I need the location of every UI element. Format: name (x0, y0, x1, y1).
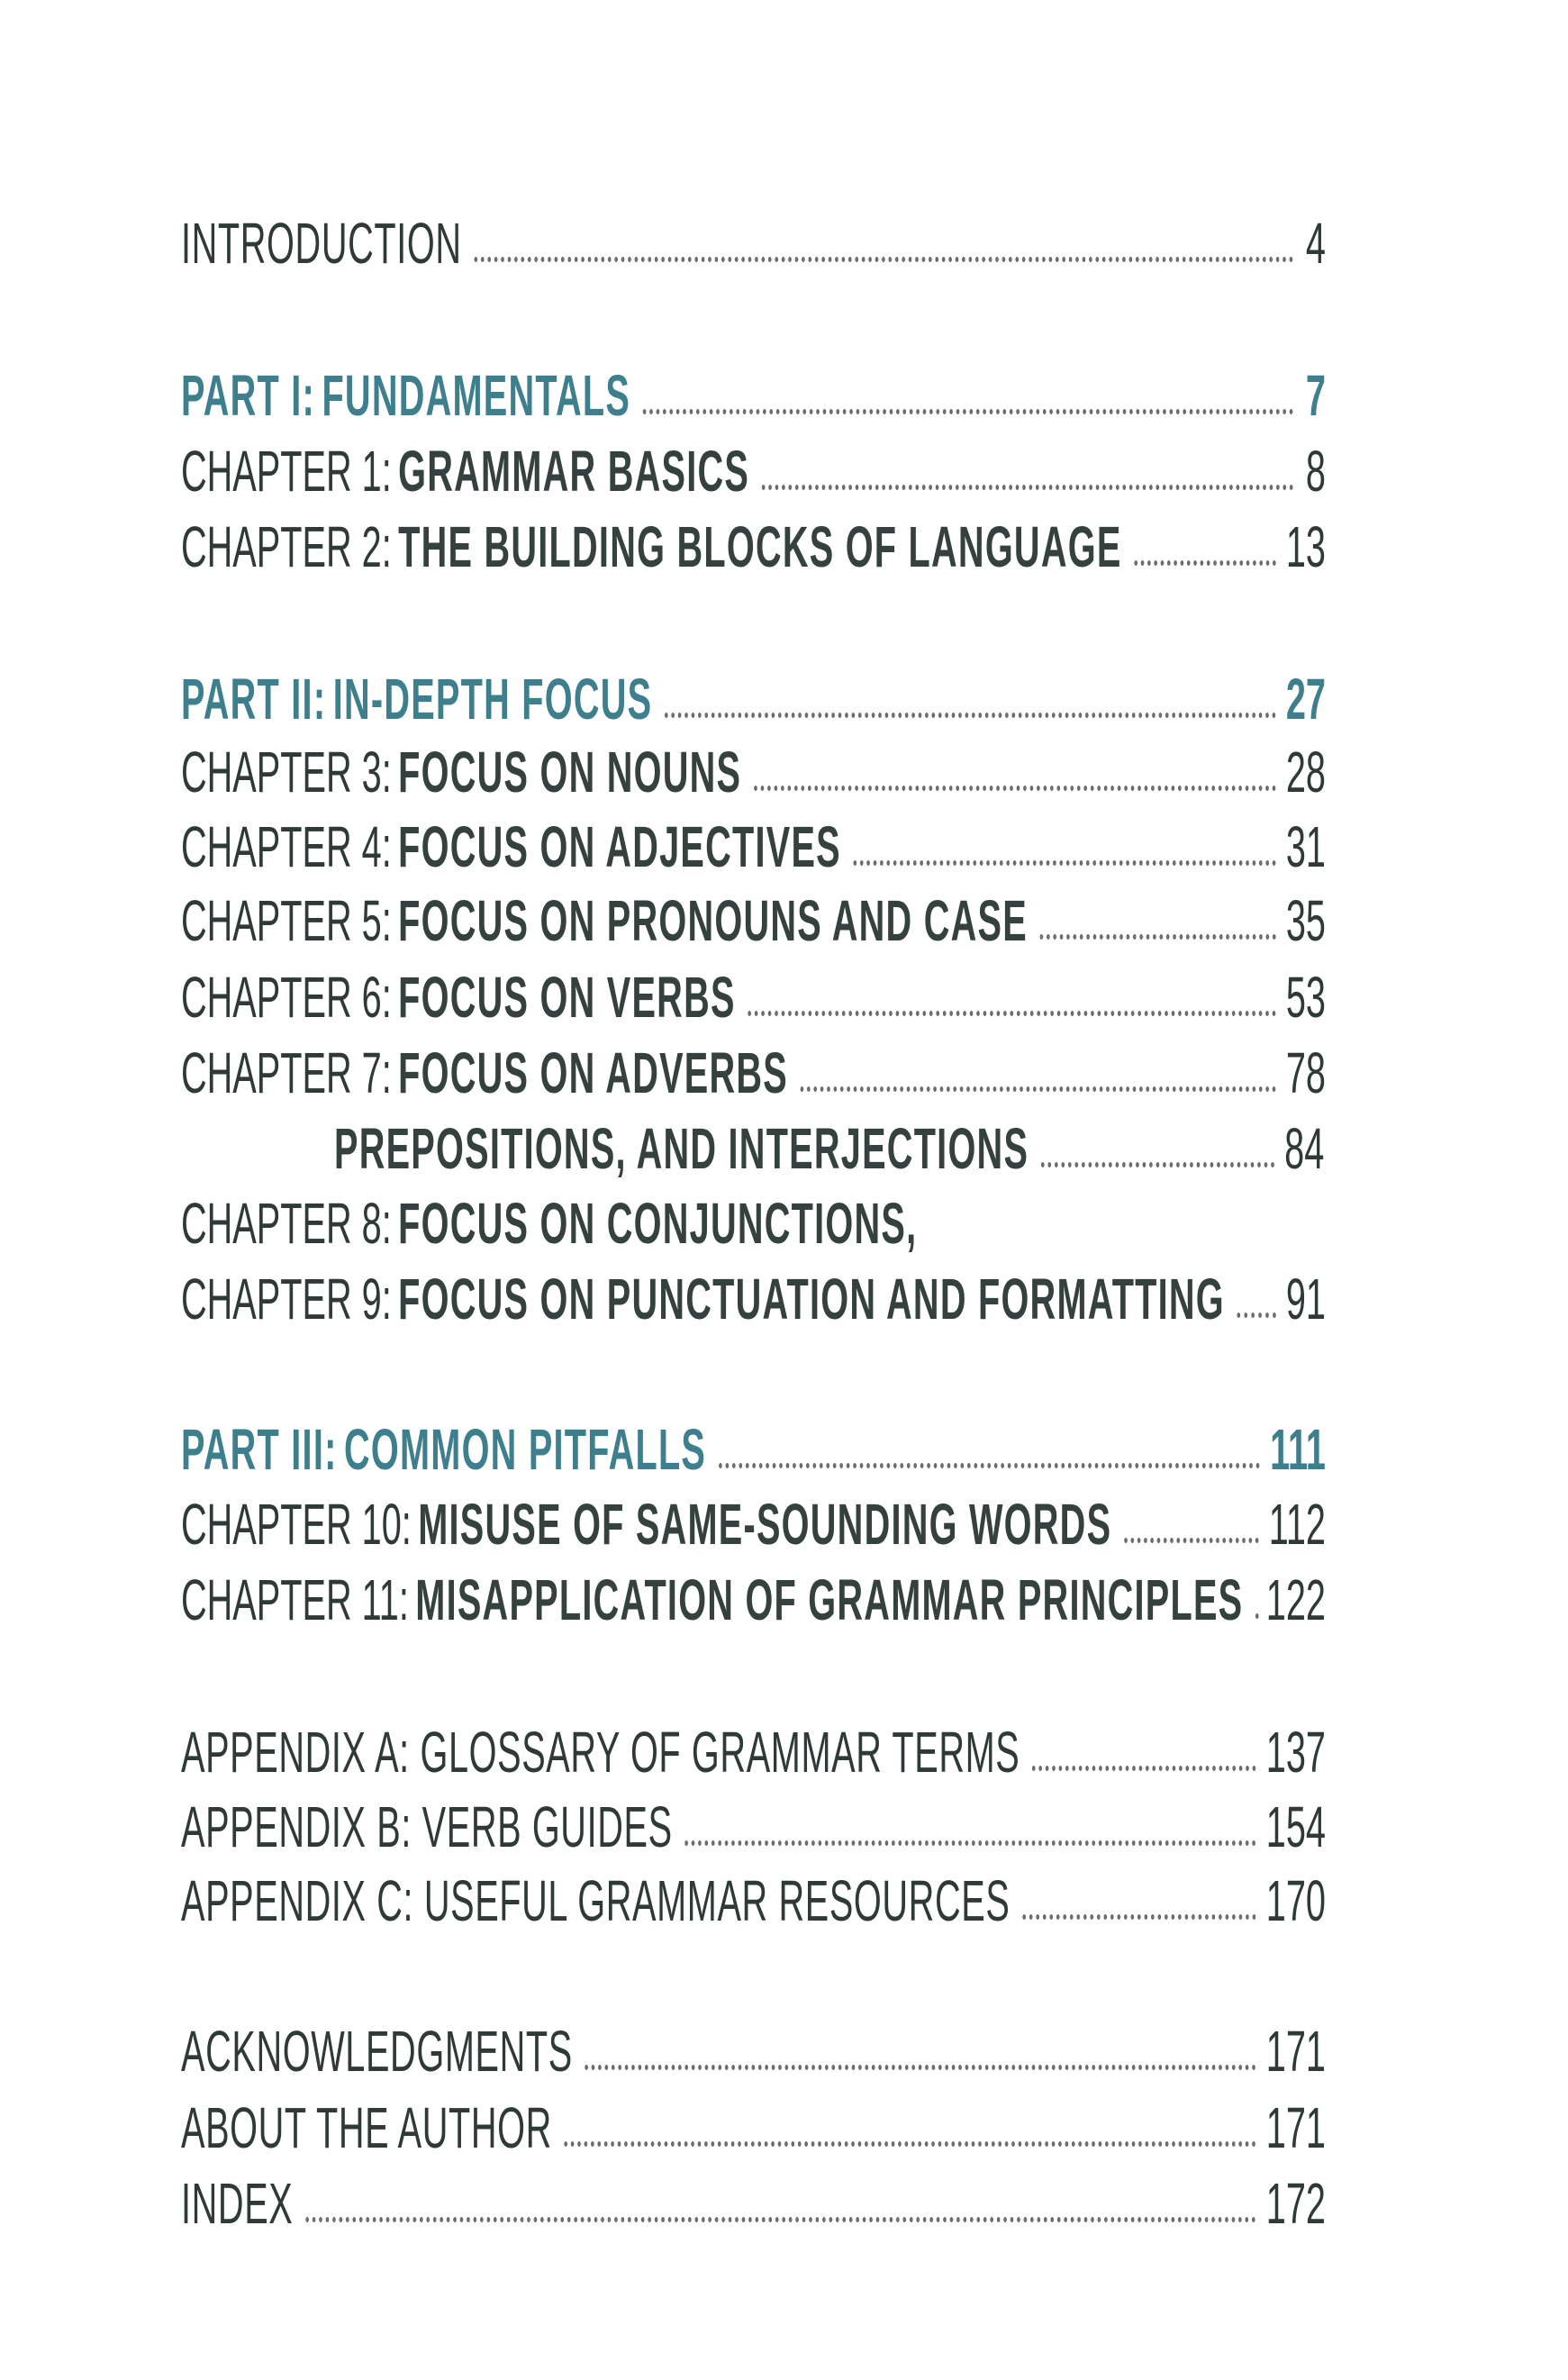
toc-entry-title: GRAMMAR BASICS (398, 439, 750, 504)
dot-leader (1022, 1914, 1256, 1920)
toc-entry[interactable] (181, 1493, 1326, 1556)
toc-entry-title: IN-DEPTH FOCUS (332, 667, 653, 731)
toc-entry[interactable] (181, 2172, 1326, 2235)
toc-entry-prefix: ACKNOWLEDGMENTS (181, 2019, 573, 2084)
toc-page-number: 8 (1305, 439, 1326, 504)
dot-leader (801, 1086, 1276, 1092)
toc-entry[interactable] (181, 1721, 1326, 1784)
toc-page-number: 4 (1305, 211, 1326, 276)
toc-entry-prefix: APPENDIX B: VERB GUIDES (181, 1794, 673, 1859)
toc-entry[interactable] (181, 364, 1326, 427)
toc-entry-continuation[interactable] (334, 1117, 1324, 1180)
toc-entry[interactable] (181, 1192, 1326, 1255)
toc-entry-title: COMMON PITFALLS (343, 1417, 707, 1482)
toc-entry-title: FOCUS ON ADVERBS (398, 1040, 788, 1105)
dot-leader (643, 409, 1293, 414)
toc-page-number: 172 (1265, 2171, 1326, 2236)
dot-leader (853, 860, 1275, 866)
toc-page-number: 170 (1265, 1868, 1326, 1933)
toc-entry-prefix: INTRODUCTION (181, 211, 462, 276)
dot-leader (762, 485, 1293, 490)
toc-entry[interactable] (181, 1795, 1326, 1858)
dot-leader (1124, 1538, 1259, 1543)
dot-leader (684, 1840, 1255, 1846)
toc-page-number: 31 (1285, 814, 1326, 879)
toc-entry-prefix: PART III: (181, 1417, 338, 1482)
toc-entry[interactable] (181, 815, 1326, 878)
toc-entry-prefix: CHAPTER 8: (181, 1191, 392, 1256)
toc-entry-prefix: CHAPTER 5: (181, 888, 392, 953)
dot-leader (1134, 560, 1276, 566)
toc-entry-prefix: CHAPTER 7: (181, 1040, 392, 1105)
toc-page-number: 122 (1265, 1567, 1326, 1632)
toc-entry-title: MISUSE OF SAME-SOUNDING WORDS (418, 1492, 1112, 1557)
toc-entry-prefix: CHAPTER 4: (181, 814, 392, 879)
toc-entry-prefix: APPENDIX A: GLOSSARY OF GRAMMAR TERMS (181, 1720, 1020, 1785)
toc-entry-title: FOCUS ON ADJECTIVES (398, 814, 841, 879)
dot-leader (474, 257, 1293, 262)
toc-entry-title: FOCUS ON PUNCTUATION AND FORMATTING (398, 1267, 1225, 1331)
toc-entry-prefix: INDEX (181, 2171, 294, 2236)
toc-entry-prefix: CHAPTER 2: (181, 514, 392, 579)
dot-leader (1255, 1613, 1256, 1619)
toc-entry-title: FOCUS ON VERBS (398, 965, 736, 1030)
toc-page-number: 111 (1270, 1417, 1326, 1482)
toc-entry[interactable] (181, 1418, 1326, 1481)
toc-entry-title: FOCUS ON NOUNS (398, 740, 742, 804)
toc-entry-prefix: APPENDIX C: USEFUL GRAMMAR RESOURCES (181, 1868, 1011, 1933)
dot-leader (1237, 1313, 1276, 1318)
toc-entry[interactable] (181, 515, 1326, 578)
toc-entry-prefix: PART II: (181, 667, 327, 731)
toc-entry[interactable] (181, 1041, 1326, 1104)
toc-page-number: 171 (1265, 2019, 1326, 2084)
dot-leader (305, 2217, 1256, 2222)
toc-entry-prefix: PART I: (181, 363, 316, 428)
toc-page-number: 84 (1284, 1116, 1325, 1181)
toc-page-number: 28 (1285, 740, 1326, 804)
toc-entry[interactable] (181, 668, 1326, 731)
toc-entry[interactable] (181, 889, 1326, 952)
toc-entry[interactable] (181, 1869, 1326, 1932)
toc-entry[interactable] (181, 1267, 1326, 1331)
toc-entry[interactable] (181, 2096, 1326, 2159)
toc-entry[interactable] (181, 2020, 1326, 2083)
dot-leader (1032, 1766, 1256, 1771)
toc-entry-title: FUNDAMENTALS (322, 363, 631, 428)
toc-page-number: 112 (1268, 1492, 1326, 1557)
toc-page-number: 91 (1285, 1267, 1326, 1331)
toc-entry-prefix: CHAPTER 6: (181, 965, 392, 1030)
dot-leader (748, 1011, 1275, 1016)
toc-entry-prefix: CHAPTER 3: (181, 740, 392, 804)
toc-entry[interactable] (181, 966, 1326, 1029)
toc-page-number: 171 (1265, 2095, 1326, 2160)
toc-entry-title: THE BUILDING BLOCKS OF LANGUAGE (398, 514, 1122, 579)
toc-entry[interactable] (181, 440, 1326, 503)
toc-entry-prefix: CHAPTER 9: (181, 1267, 392, 1331)
toc-entry[interactable] (181, 212, 1326, 275)
toc-page-number: 53 (1285, 965, 1326, 1030)
toc-page-number: 27 (1285, 667, 1326, 731)
toc-entry-prefix: CHAPTER 10: (181, 1492, 412, 1557)
toc-page-number: 35 (1285, 888, 1326, 953)
toc-page-number: 13 (1285, 514, 1326, 579)
dot-leader (754, 786, 1276, 791)
toc-entry[interactable] (181, 1568, 1326, 1631)
toc-entry-prefix: CHAPTER 1: (181, 439, 392, 504)
dot-leader (585, 2065, 1255, 2070)
toc-entry-title-line2: PREPOSITIONS, AND INTERJECTIONS (334, 1116, 1029, 1181)
dot-leader (1040, 934, 1276, 940)
toc-page-number: 137 (1265, 1720, 1326, 1785)
dot-leader (719, 1463, 1260, 1468)
toc-page-number: 78 (1285, 1040, 1326, 1105)
toc-entry-title: FOCUS ON PRONOUNS AND CASE (398, 888, 1028, 953)
toc-entry-title: MISAPPLICATION OF GRAMMAR PRINCIPLES (415, 1567, 1244, 1632)
toc-entry-prefix: CHAPTER 11: (181, 1567, 409, 1632)
toc-page-number: 7 (1305, 363, 1326, 428)
toc-entry[interactable] (181, 740, 1326, 804)
dot-leader (565, 2141, 1256, 2147)
toc-entry-title: FOCUS ON CONJUNCTIONS, (398, 1191, 918, 1256)
toc-entry-prefix: ABOUT THE AUTHOR (181, 2095, 552, 2160)
toc-page-number: 154 (1265, 1794, 1326, 1859)
dot-leader (1041, 1162, 1274, 1167)
dot-leader (665, 713, 1276, 718)
